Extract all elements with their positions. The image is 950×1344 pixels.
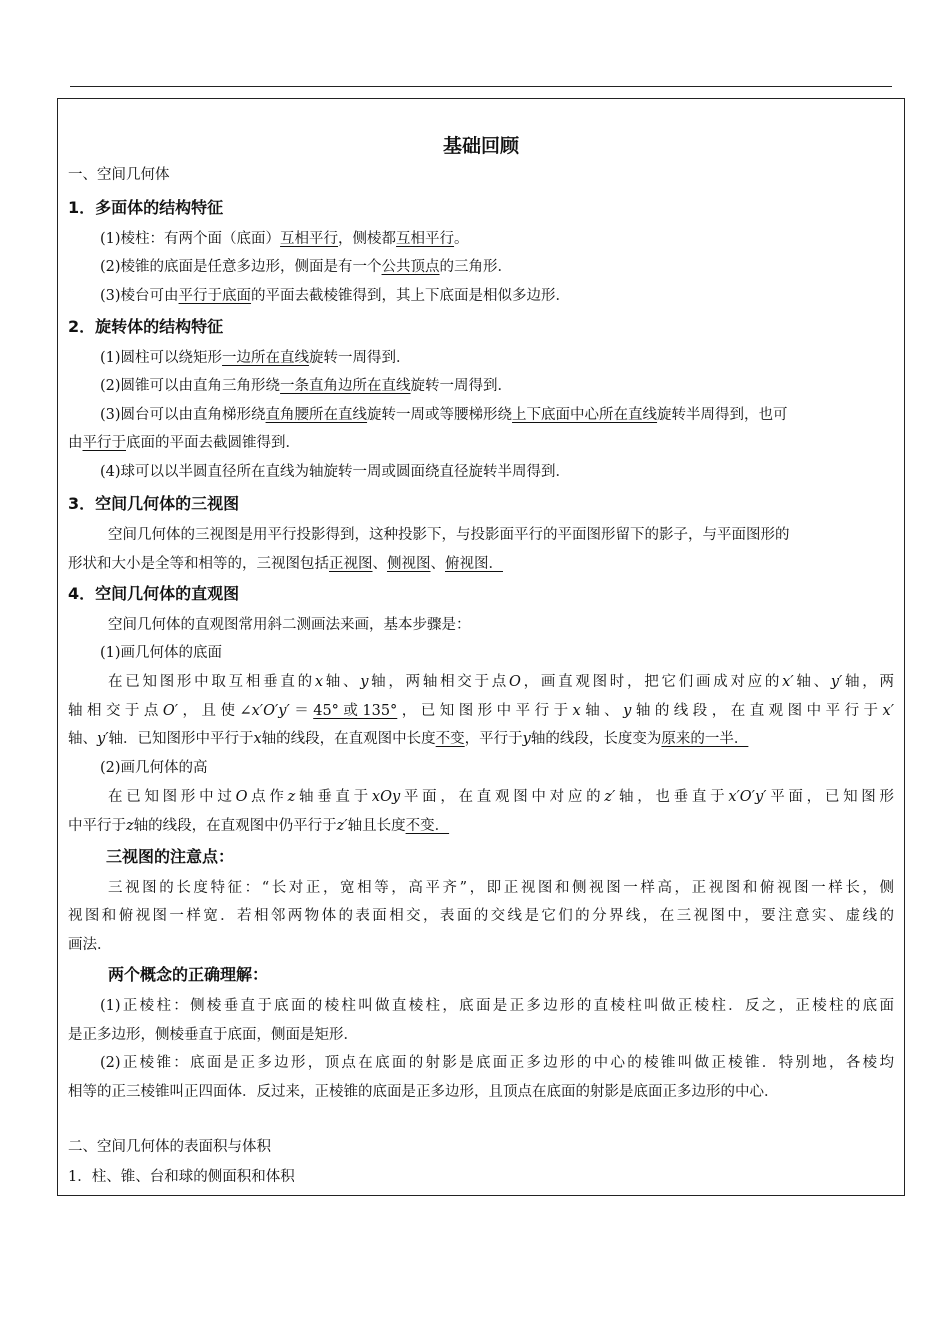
para-notes-b: 视图和俯视图一样宽．若相邻两物体的表面相交，表面的交线是它们的分界线，在三视图中，要注意实、虚线的 bbox=[68, 908, 894, 924]
section-heading-1: 一、空间几何体 bbox=[68, 167, 170, 183]
heading-two-concepts: 两个概念的正确理解： bbox=[108, 965, 269, 984]
para-right-pyramid-b: 相等的正三棱锥叫正四面体．反过来，正棱锥的底面是正多边形，且顶点在底面的射影是底面正多边形的中心． bbox=[68, 1084, 779, 1100]
para-notes-c: 画法． bbox=[68, 937, 112, 953]
para-base-b: 轴相交于点O′，且使∠x′O′y′＝45°或135°，已知图形中平行于x轴、y轴的线段，在直观图中平行于x′ bbox=[68, 703, 895, 719]
subheading-surface-volume: 1．柱、锥、台和球的侧面积和体积 bbox=[68, 1169, 295, 1185]
heading-three-views-notes: 三视图的注意点： bbox=[106, 847, 235, 866]
para-notes-a: 三视图的长度特征：“长对正，宽相等，高平齐”，即正视图和侧视图一样高，正视图和俯视图一样长，侧 bbox=[108, 880, 894, 896]
para-sphere: (4)球可以以半圆直径所在直线为轴旋转一周或圆面绕直径旋转半周得到． bbox=[100, 464, 571, 480]
para-base-c: 轴、y′轴．已知图形中平行于x轴的线段，在直观图中长度不变，平行于y轴的线段，长度变为原来的一半． bbox=[68, 731, 749, 747]
heading-intuitive-view: 4．空间几何体的直观图 bbox=[68, 584, 240, 603]
step-base: (1)画几何体的底面 bbox=[100, 645, 223, 661]
para-frustum-cone-a: (3)圆台可以由直角梯形绕直角腰所在直线旋转一周或等腰梯形绕上下底面中心所在直线旋转半周得到，也可 bbox=[100, 407, 788, 423]
para-intuitive-intro: 空间几何体的直观图常用斜二测画法来画，基本步骤是： bbox=[108, 617, 471, 633]
para-right-prism-a: (1)正棱柱：侧棱垂直于底面的棱柱叫做直棱柱，底面是正多边形的直棱柱叫做正棱柱．反之，正棱柱的底面 bbox=[100, 998, 894, 1014]
para-pyramid: (2)棱锥的底面是任意多边形，侧面是有一个公共顶点的三角形． bbox=[100, 259, 513, 275]
para-three-views-a: 空间几何体的三视图是用平行投影得到，这种投影下，与投影面平行的平面图形留下的影子，与平面图形的 bbox=[108, 527, 790, 543]
para-prism: (1)棱柱：有两个面（底面）互相平行，侧棱都互相平行。 bbox=[100, 231, 469, 247]
section-heading-2: 二、空间几何体的表面积与体积 bbox=[68, 1139, 271, 1155]
para-frustum-cone-b: 由平行于底面的平面去截圆锥得到． bbox=[68, 435, 300, 451]
header-rule bbox=[70, 86, 892, 87]
para-right-prism-b: 是正多边形，侧棱垂直于底面，侧面是矩形． bbox=[68, 1027, 358, 1043]
para-height-b: 中平行于z轴的线段，在直观图中仍平行于z′轴且长度不变． bbox=[68, 818, 450, 834]
heading-solid-of-revolution: 2．旋转体的结构特征 bbox=[68, 317, 224, 336]
para-cone: (2)圆锥可以由直角三角形绕一条直角边所在直线旋转一周得到． bbox=[100, 378, 513, 394]
para-cylinder: (1)圆柱可以绕矩形一边所在直线旋转一周得到． bbox=[100, 350, 411, 366]
heading-three-views: 3．空间几何体的三视图 bbox=[68, 494, 240, 513]
heading-polyhedron: 1．多面体的结构特征 bbox=[68, 198, 224, 217]
para-frustum: (3)棱台可由平行于底面的平面去截棱锥得到，其上下底面是相似多边形． bbox=[100, 288, 571, 304]
para-height-a: 在已知图形中过O点作z轴垂直于xOy平面，在直观图中对应的z′轴，也垂直于x′O′y′平面，已知图形 bbox=[108, 789, 895, 805]
content-frame bbox=[57, 98, 905, 1196]
para-right-pyramid-a: (2)正棱锥：底面是正多边形，顶点在底面的射影是底面正多边形的中心的棱锥叫做正棱锥．特别地，各棱均 bbox=[100, 1055, 894, 1071]
para-three-views-b: 形状和大小是全等和相等的，三视图包括正视图、侧视图、俯视图． bbox=[68, 556, 503, 572]
para-base-a: 在已知图形中取互相垂直的x轴、y轴，两轴相交于点O，画直观图时，把它们画成对应的x′轴、y′轴，两 bbox=[108, 674, 895, 690]
step-height: (2)画几何体的高 bbox=[100, 760, 208, 776]
page-title: 基础回顾 bbox=[442, 135, 519, 157]
